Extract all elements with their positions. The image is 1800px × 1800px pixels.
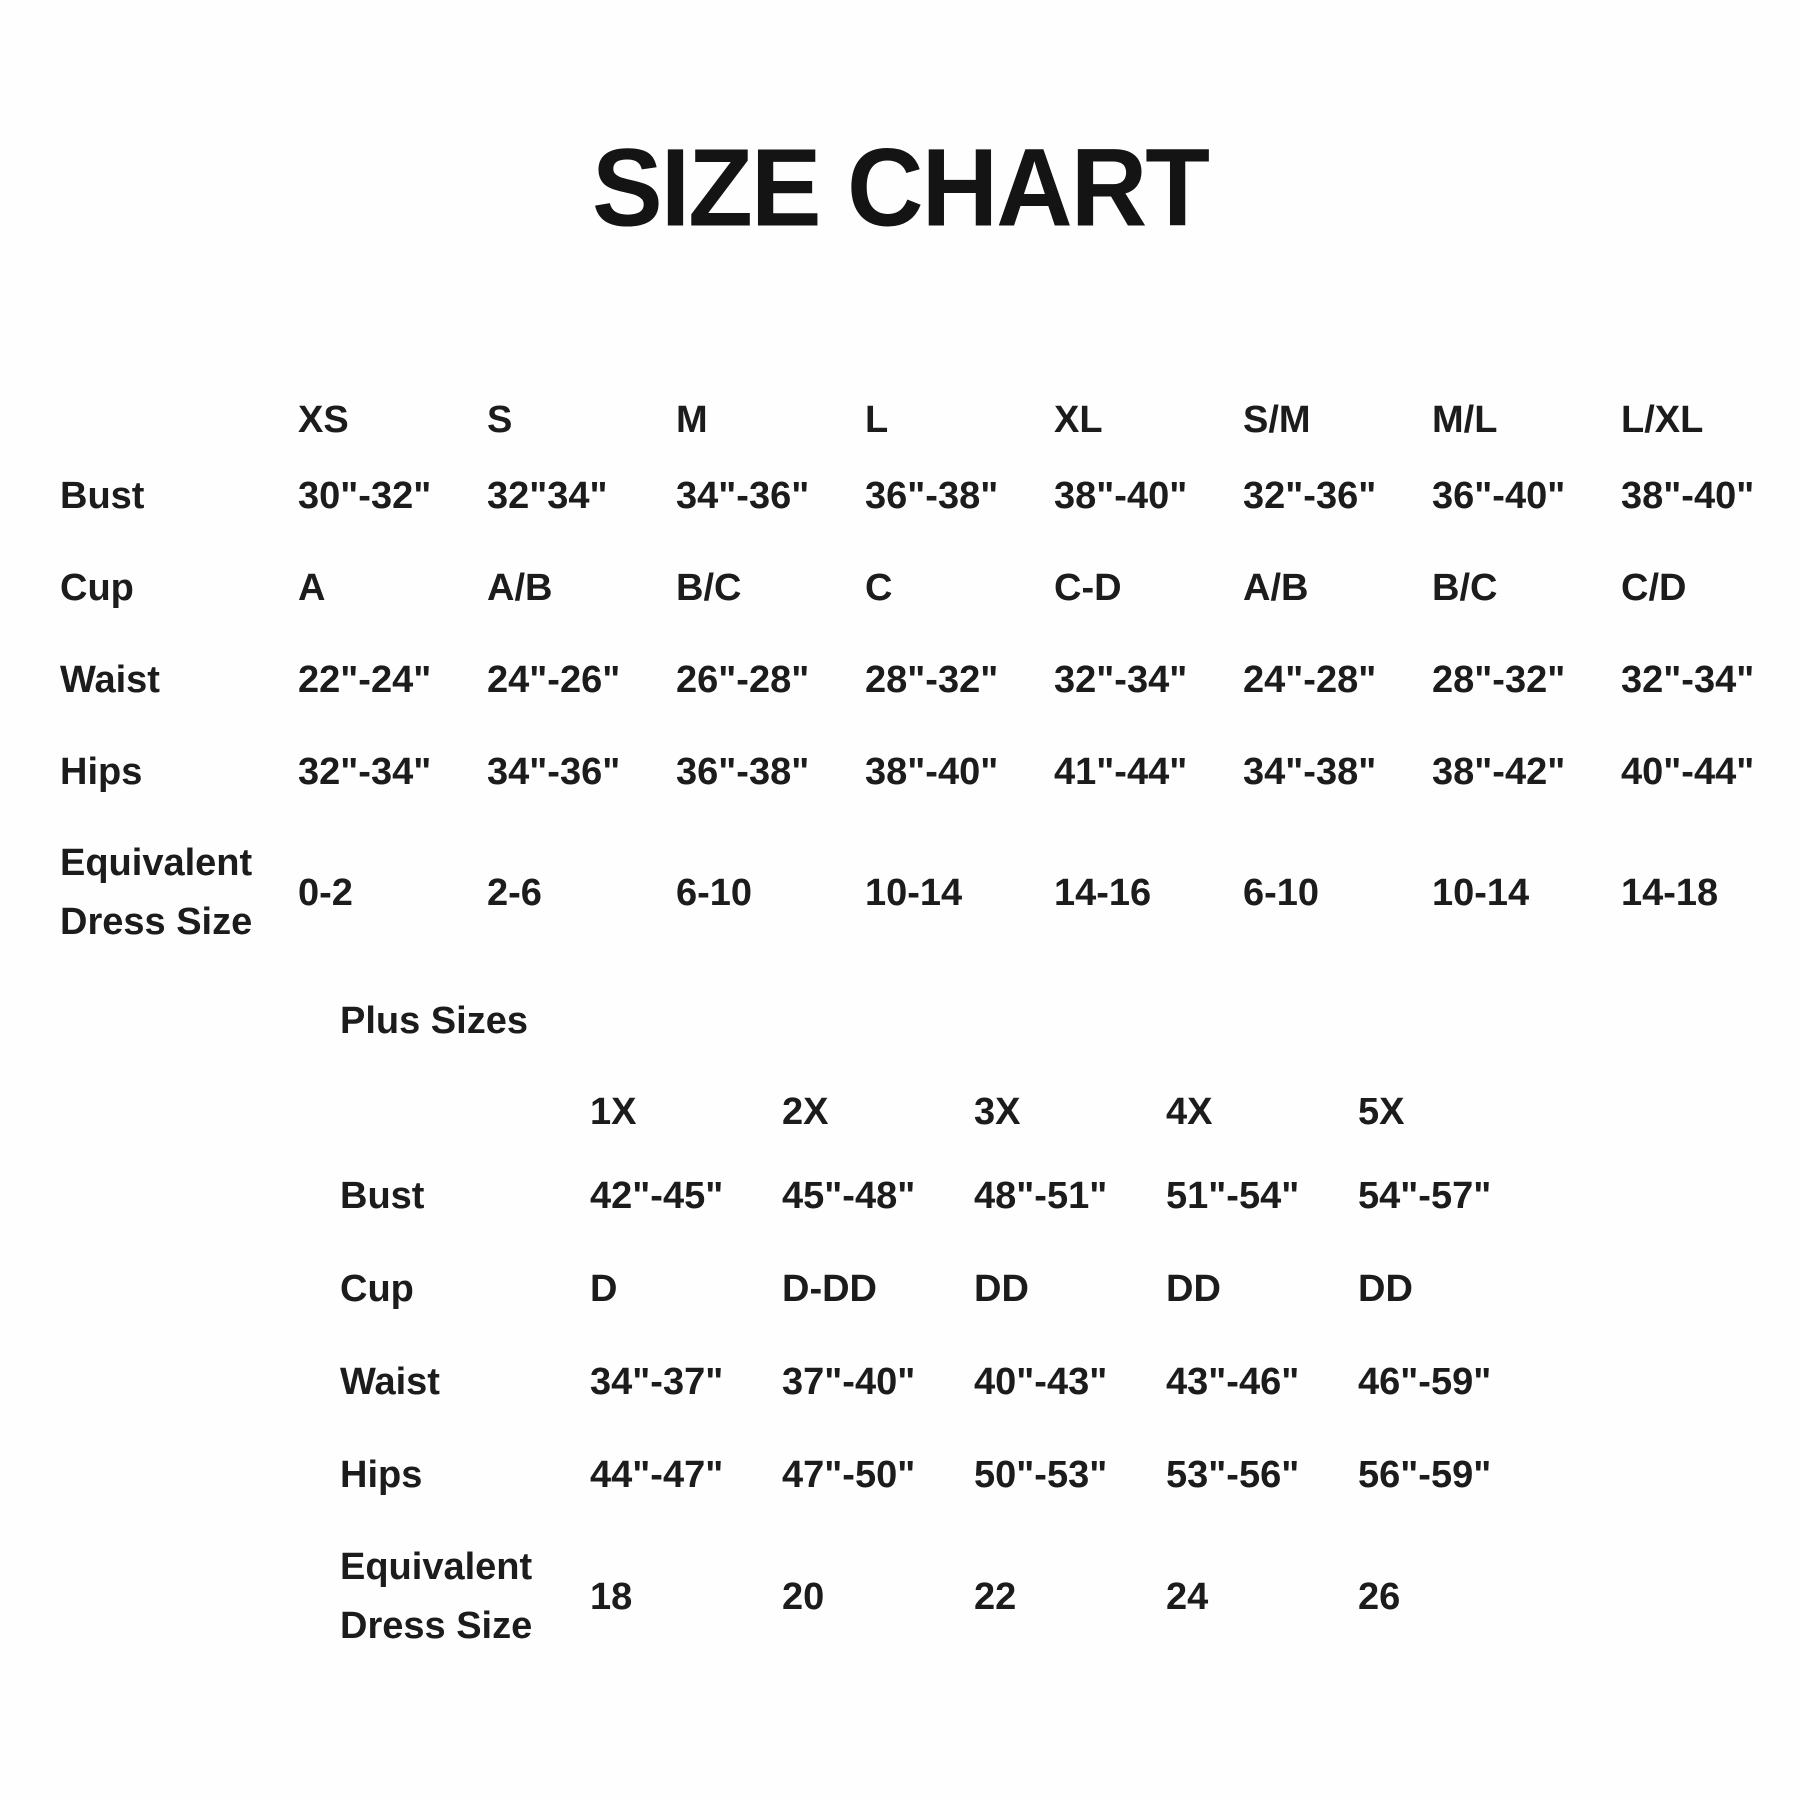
row-label: Hips (340, 1454, 423, 1496)
column-header: S (487, 398, 513, 441)
column-header: L/XL (1621, 398, 1704, 441)
cell: 10-14 (1432, 871, 1530, 914)
page-title: SIZE CHART (592, 126, 1208, 250)
row-label: Hips (60, 750, 143, 793)
cell: 46"-59" (1358, 1361, 1492, 1403)
cell: 50"-53" (974, 1454, 1108, 1496)
row-label: Cup (60, 566, 134, 609)
cell: 53"-56" (1166, 1454, 1300, 1496)
cell: DD (974, 1268, 1029, 1310)
cell: 34"-38" (1243, 750, 1377, 793)
row-label: Equivalent Dress Size (340, 1546, 533, 1647)
cell: 38"-40" (1621, 474, 1755, 517)
column-header: M (676, 398, 708, 441)
cell: 34"-36" (676, 474, 810, 517)
cell: 6-10 (676, 871, 753, 914)
corner-spacer (340, 1075, 590, 1150)
cell: 42"-45" (590, 1175, 724, 1217)
cell: 32"-34" (1054, 658, 1188, 701)
cell: C/D (1621, 566, 1687, 609)
row-label: Waist (340, 1361, 440, 1403)
cell: B/C (676, 566, 742, 609)
cell: 43"-46" (1166, 1361, 1300, 1403)
cell: 14-16 (1054, 871, 1152, 914)
cell: DD (1166, 1268, 1221, 1310)
cell: 51"-54" (1166, 1175, 1300, 1217)
column-header: 2X (782, 1091, 829, 1133)
cell: 24 (1166, 1575, 1209, 1618)
cell: 45"-48" (782, 1175, 916, 1217)
cell: C-D (1054, 566, 1122, 609)
cell: 32"34" (487, 474, 608, 517)
row-label: Waist (60, 658, 160, 701)
cell: 48"-51" (974, 1175, 1108, 1217)
cell: 28"-32" (1432, 658, 1566, 701)
cell: 36"-40" (1432, 474, 1566, 517)
cell: 47"-50" (782, 1454, 916, 1496)
cell: 22 (974, 1575, 1017, 1618)
cell: 44"-47" (590, 1454, 724, 1496)
cell: 26"-28" (676, 658, 810, 701)
cell: 32"-34" (1621, 658, 1755, 701)
column-header: L (865, 398, 889, 441)
cell: C (865, 566, 893, 609)
cell: 37"-40" (782, 1361, 916, 1403)
cell: 34"-36" (487, 750, 621, 793)
cell: 40"-44" (1621, 750, 1755, 793)
cell: D-DD (782, 1268, 877, 1310)
regular-sizes-table (60, 390, 1800, 968)
column-header: 4X (1166, 1091, 1213, 1133)
cell: 36"-38" (865, 474, 999, 517)
cell: 20 (782, 1575, 825, 1618)
cell: 38"-42" (1432, 750, 1566, 793)
row-label: Equivalent Dress Size (60, 842, 253, 943)
cell: 38"-40" (1054, 474, 1188, 517)
cell: A (298, 566, 326, 609)
cell: 34"-37" (590, 1361, 724, 1403)
cell: 6-10 (1243, 871, 1320, 914)
cell: 32"-36" (1243, 474, 1377, 517)
cell: 40"-43" (974, 1361, 1108, 1403)
column-header: XL (1054, 398, 1103, 441)
plus-sizes-table (340, 1075, 1550, 1672)
cell: 41"-44" (1054, 750, 1188, 793)
row-label: Cup (340, 1268, 414, 1310)
cell: D (590, 1268, 618, 1310)
column-header: 1X (590, 1091, 637, 1133)
cell: 24"-26" (487, 658, 621, 701)
cell: 24"-28" (1243, 658, 1377, 701)
cell: 54"-57" (1358, 1175, 1492, 1217)
cell: 38"-40" (865, 750, 999, 793)
cell: 0-2 (298, 871, 353, 914)
row-label: Bust (340, 1175, 425, 1217)
cell: 14-18 (1621, 871, 1719, 914)
plus-sizes-heading: Plus Sizes (340, 1000, 528, 1042)
cell: 30"-32" (298, 474, 432, 517)
column-header: 3X (974, 1091, 1021, 1133)
cell: A/B (487, 566, 553, 609)
cell: 10-14 (865, 871, 963, 914)
cell: 22"-24" (298, 658, 432, 701)
cell: 32"-34" (298, 750, 432, 793)
column-header: XS (298, 398, 349, 441)
cell: B/C (1432, 566, 1498, 609)
row-label: Bust (60, 474, 145, 517)
column-header: S/M (1243, 398, 1311, 441)
cell: A/B (1243, 566, 1309, 609)
column-header: M/L (1432, 398, 1498, 441)
corner-spacer (60, 390, 298, 450)
column-header: 5X (1358, 1091, 1405, 1133)
cell: 36"-38" (676, 750, 810, 793)
cell: 56"-59" (1358, 1454, 1492, 1496)
cell: 28"-32" (865, 658, 999, 701)
cell: DD (1358, 1268, 1413, 1310)
cell: 26 (1358, 1575, 1401, 1618)
cell: 18 (590, 1575, 633, 1618)
cell: 2-6 (487, 871, 542, 914)
